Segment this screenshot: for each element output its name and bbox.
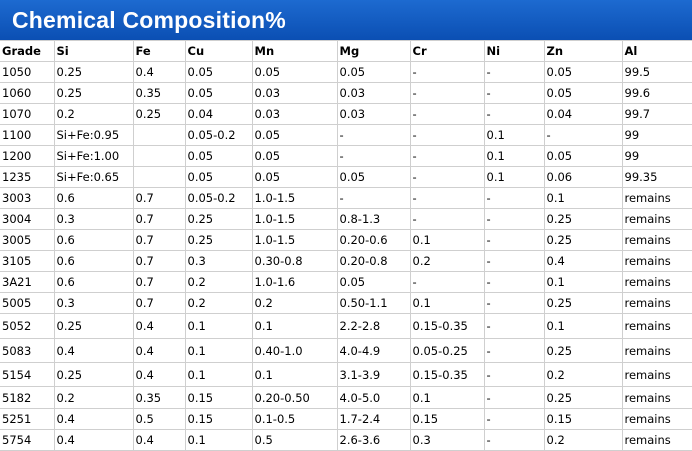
table-row bbox=[0, 339, 692, 363]
cell-mn: 0.1-0.5 bbox=[252, 409, 337, 430]
cell-cu: 0.25 bbox=[185, 230, 252, 251]
table-row bbox=[0, 293, 692, 314]
table-header-row bbox=[0, 41, 692, 62]
cell-zn: 0.2 bbox=[544, 363, 622, 387]
cell-si: 0.6 bbox=[54, 272, 133, 293]
cell-si: 0.6 bbox=[54, 230, 133, 251]
cell-fe: 0.35 bbox=[133, 83, 185, 104]
cell-cu: 0.05 bbox=[185, 62, 252, 83]
cell-cu: 0.1 bbox=[185, 314, 252, 339]
cell-ni: - bbox=[484, 339, 544, 363]
cell-mg: 0.03 bbox=[337, 104, 410, 125]
cell-grade: 3004 bbox=[0, 209, 54, 230]
cell-ni: - bbox=[484, 230, 544, 251]
column-header-al: Al bbox=[622, 41, 692, 62]
cell-al: remains bbox=[622, 339, 692, 363]
cell-cu: 0.05-0.2 bbox=[185, 125, 252, 146]
cell-cu: 0.2 bbox=[185, 272, 252, 293]
cell-zn: 0.05 bbox=[544, 62, 622, 83]
cell-si: 0.2 bbox=[54, 387, 133, 409]
cell-ni: - bbox=[484, 430, 544, 451]
cell-al: remains bbox=[622, 188, 692, 209]
cell-si: Si+Fe:0.95 bbox=[54, 125, 133, 146]
table-row bbox=[0, 272, 692, 293]
cell-mg: 0.05 bbox=[337, 272, 410, 293]
cell-al: remains bbox=[622, 209, 692, 230]
cell-grade: 3005 bbox=[0, 230, 54, 251]
cell-fe: 0.4 bbox=[133, 314, 185, 339]
cell-fe: 0.7 bbox=[133, 251, 185, 272]
cell-fe: 0.4 bbox=[133, 62, 185, 83]
cell-cu: 0.1 bbox=[185, 363, 252, 387]
cell-cu: 0.2 bbox=[185, 293, 252, 314]
cell-grade: 5754 bbox=[0, 430, 54, 451]
cell-zn: 0.25 bbox=[544, 230, 622, 251]
cell-cu: 0.15 bbox=[185, 387, 252, 409]
cell-cr: - bbox=[410, 188, 484, 209]
cell-ni: - bbox=[484, 293, 544, 314]
cell-ni: 0.1 bbox=[484, 125, 544, 146]
cell-al: remains bbox=[622, 409, 692, 430]
cell-cu: 0.1 bbox=[185, 430, 252, 451]
cell-cu: 0.05 bbox=[185, 83, 252, 104]
cell-cr: - bbox=[410, 146, 484, 167]
composition-table bbox=[0, 40, 692, 451]
cell-ni: 0.1 bbox=[484, 167, 544, 188]
cell-mg: 4.0-4.9 bbox=[337, 339, 410, 363]
cell-mg: 0.20-0.8 bbox=[337, 251, 410, 272]
cell-zn: 0.04 bbox=[544, 104, 622, 125]
cell-al: remains bbox=[622, 230, 692, 251]
column-header-cu: Cu bbox=[185, 41, 252, 62]
cell-cr: 0.15-0.35 bbox=[410, 363, 484, 387]
cell-ni: - bbox=[484, 62, 544, 83]
cell-fe bbox=[133, 146, 185, 167]
table-row bbox=[0, 387, 692, 409]
cell-grade: 1100 bbox=[0, 125, 54, 146]
cell-grade: 5083 bbox=[0, 339, 54, 363]
cell-cr: - bbox=[410, 104, 484, 125]
cell-cu: 0.04 bbox=[185, 104, 252, 125]
cell-si: Si+Fe:0.65 bbox=[54, 167, 133, 188]
cell-si: Si+Fe:1.00 bbox=[54, 146, 133, 167]
cell-zn: 0.05 bbox=[544, 146, 622, 167]
cell-cr: - bbox=[410, 125, 484, 146]
cell-grade: 1070 bbox=[0, 104, 54, 125]
cell-si: 0.6 bbox=[54, 188, 133, 209]
cell-mg: 3.1-3.9 bbox=[337, 363, 410, 387]
cell-zn: 0.4 bbox=[544, 251, 622, 272]
cell-cr: - bbox=[410, 209, 484, 230]
table-row bbox=[0, 167, 692, 188]
page-title: Chemical Composition% bbox=[0, 0, 692, 40]
cell-al: 99.7 bbox=[622, 104, 692, 125]
cell-ni: - bbox=[484, 387, 544, 409]
cell-cr: 0.15-0.35 bbox=[410, 314, 484, 339]
cell-cr: 0.2 bbox=[410, 251, 484, 272]
table-body bbox=[0, 62, 692, 451]
cell-cr: 0.1 bbox=[410, 387, 484, 409]
cell-grade: 5052 bbox=[0, 314, 54, 339]
cell-zn: 0.2 bbox=[544, 430, 622, 451]
cell-cu: 0.05 bbox=[185, 167, 252, 188]
cell-fe: 0.4 bbox=[133, 339, 185, 363]
cell-cr: 0.3 bbox=[410, 430, 484, 451]
table-row bbox=[0, 125, 692, 146]
cell-cr: - bbox=[410, 272, 484, 293]
cell-grade: 1235 bbox=[0, 167, 54, 188]
cell-grade: 5251 bbox=[0, 409, 54, 430]
cell-si: 0.25 bbox=[54, 62, 133, 83]
cell-mn: 1.0-1.5 bbox=[252, 230, 337, 251]
cell-mn: 0.05 bbox=[252, 62, 337, 83]
cell-mg: - bbox=[337, 188, 410, 209]
cell-zn: 0.05 bbox=[544, 83, 622, 104]
cell-al: remains bbox=[622, 387, 692, 409]
cell-cu: 0.05-0.2 bbox=[185, 188, 252, 209]
cell-mg: 0.05 bbox=[337, 167, 410, 188]
column-header-fe: Fe bbox=[133, 41, 185, 62]
cell-fe: 0.5 bbox=[133, 409, 185, 430]
cell-al: remains bbox=[622, 293, 692, 314]
cell-grade: 1060 bbox=[0, 83, 54, 104]
cell-grade: 3003 bbox=[0, 188, 54, 209]
cell-ni: - bbox=[484, 104, 544, 125]
cell-cr: - bbox=[410, 83, 484, 104]
cell-al: 99.6 bbox=[622, 83, 692, 104]
table-row bbox=[0, 314, 692, 339]
table-row bbox=[0, 146, 692, 167]
column-header-mn: Mn bbox=[252, 41, 337, 62]
cell-mn: 0.03 bbox=[252, 104, 337, 125]
cell-fe: 0.4 bbox=[133, 430, 185, 451]
table-row bbox=[0, 188, 692, 209]
cell-grade: 1200 bbox=[0, 146, 54, 167]
cell-al: 99 bbox=[622, 146, 692, 167]
cell-zn: 0.25 bbox=[544, 339, 622, 363]
cell-mg: - bbox=[337, 125, 410, 146]
cell-mn: 0.2 bbox=[252, 293, 337, 314]
column-header-zn: Zn bbox=[544, 41, 622, 62]
cell-zn: 0.25 bbox=[544, 387, 622, 409]
cell-zn: 0.25 bbox=[544, 293, 622, 314]
cell-grade: 5154 bbox=[0, 363, 54, 387]
cell-mn: 0.1 bbox=[252, 314, 337, 339]
cell-si: 0.2 bbox=[54, 104, 133, 125]
cell-fe: 0.7 bbox=[133, 293, 185, 314]
cell-mg: 2.6-3.6 bbox=[337, 430, 410, 451]
column-header-si: Si bbox=[54, 41, 133, 62]
cell-mg: 0.03 bbox=[337, 83, 410, 104]
cell-si: 0.25 bbox=[54, 314, 133, 339]
cell-ni: - bbox=[484, 209, 544, 230]
cell-fe: 0.7 bbox=[133, 209, 185, 230]
cell-mg: 4.0-5.0 bbox=[337, 387, 410, 409]
cell-al: 99.5 bbox=[622, 62, 692, 83]
cell-zn: 0.1 bbox=[544, 314, 622, 339]
cell-zn: 0.1 bbox=[544, 272, 622, 293]
cell-mn: 0.30-0.8 bbox=[252, 251, 337, 272]
cell-zn: 0.25 bbox=[544, 209, 622, 230]
cell-cu: 0.05 bbox=[185, 146, 252, 167]
cell-mg: 0.50-1.1 bbox=[337, 293, 410, 314]
cell-cr: - bbox=[410, 62, 484, 83]
cell-si: 0.3 bbox=[54, 293, 133, 314]
cell-mg: 1.7-2.4 bbox=[337, 409, 410, 430]
cell-si: 0.4 bbox=[54, 430, 133, 451]
cell-grade: 5005 bbox=[0, 293, 54, 314]
table-row bbox=[0, 409, 692, 430]
cell-cr: - bbox=[410, 167, 484, 188]
cell-mn: 1.0-1.5 bbox=[252, 209, 337, 230]
cell-zn: 0.15 bbox=[544, 409, 622, 430]
cell-al: 99.35 bbox=[622, 167, 692, 188]
cell-cr: 0.1 bbox=[410, 293, 484, 314]
cell-si: 0.25 bbox=[54, 363, 133, 387]
table-row bbox=[0, 62, 692, 83]
table-row bbox=[0, 251, 692, 272]
cell-cu: 0.3 bbox=[185, 251, 252, 272]
table-row bbox=[0, 104, 692, 125]
column-header-grade: Grade bbox=[0, 41, 54, 62]
cell-mn: 0.40-1.0 bbox=[252, 339, 337, 363]
cell-ni: - bbox=[484, 363, 544, 387]
cell-fe: 0.25 bbox=[133, 104, 185, 125]
cell-al: remains bbox=[622, 314, 692, 339]
column-header-mg: Mg bbox=[337, 41, 410, 62]
cell-ni: - bbox=[484, 83, 544, 104]
cell-si: 0.25 bbox=[54, 83, 133, 104]
cell-mn: 0.05 bbox=[252, 167, 337, 188]
cell-al: remains bbox=[622, 251, 692, 272]
cell-mg: 0.20-0.6 bbox=[337, 230, 410, 251]
cell-al: remains bbox=[622, 430, 692, 451]
cell-si: 0.3 bbox=[54, 209, 133, 230]
cell-zn: 0.1 bbox=[544, 188, 622, 209]
cell-ni: 0.1 bbox=[484, 146, 544, 167]
cell-zn: 0.06 bbox=[544, 167, 622, 188]
cell-ni: - bbox=[484, 314, 544, 339]
cell-mn: 0.1 bbox=[252, 363, 337, 387]
cell-mn: 1.0-1.5 bbox=[252, 188, 337, 209]
cell-al: 99 bbox=[622, 125, 692, 146]
table-row bbox=[0, 83, 692, 104]
cell-mg: 0.8-1.3 bbox=[337, 209, 410, 230]
table-row bbox=[0, 230, 692, 251]
cell-fe: 0.7 bbox=[133, 230, 185, 251]
cell-zn: - bbox=[544, 125, 622, 146]
cell-mn: 0.05 bbox=[252, 146, 337, 167]
cell-cr: 0.15 bbox=[410, 409, 484, 430]
cell-grade: 1050 bbox=[0, 62, 54, 83]
cell-mg: 2.2-2.8 bbox=[337, 314, 410, 339]
cell-fe bbox=[133, 167, 185, 188]
cell-mg: 0.05 bbox=[337, 62, 410, 83]
column-header-ni: Ni bbox=[484, 41, 544, 62]
column-header-cr: Cr bbox=[410, 41, 484, 62]
cell-mn: 0.20-0.50 bbox=[252, 387, 337, 409]
cell-fe: 0.35 bbox=[133, 387, 185, 409]
cell-mg: - bbox=[337, 146, 410, 167]
table-row bbox=[0, 363, 692, 387]
cell-ni: - bbox=[484, 188, 544, 209]
cell-mn: 1.0-1.6 bbox=[252, 272, 337, 293]
cell-al: remains bbox=[622, 363, 692, 387]
cell-cr: 0.05-0.25 bbox=[410, 339, 484, 363]
cell-fe: 0.4 bbox=[133, 363, 185, 387]
cell-si: 0.4 bbox=[54, 409, 133, 430]
cell-ni: - bbox=[484, 409, 544, 430]
cell-grade: 5182 bbox=[0, 387, 54, 409]
cell-ni: - bbox=[484, 251, 544, 272]
cell-fe: 0.7 bbox=[133, 188, 185, 209]
table-row bbox=[0, 430, 692, 451]
cell-cu: 0.25 bbox=[185, 209, 252, 230]
cell-al: remains bbox=[622, 272, 692, 293]
cell-mn: 0.05 bbox=[252, 125, 337, 146]
cell-mn: 0.5 bbox=[252, 430, 337, 451]
cell-grade: 3A21 bbox=[0, 272, 54, 293]
cell-fe: 0.7 bbox=[133, 272, 185, 293]
cell-cu: 0.1 bbox=[185, 339, 252, 363]
table-row bbox=[0, 209, 692, 230]
cell-si: 0.4 bbox=[54, 339, 133, 363]
cell-cr: 0.1 bbox=[410, 230, 484, 251]
cell-si: 0.6 bbox=[54, 251, 133, 272]
cell-cu: 0.15 bbox=[185, 409, 252, 430]
cell-mn: 0.03 bbox=[252, 83, 337, 104]
cell-fe bbox=[133, 125, 185, 146]
cell-grade: 3105 bbox=[0, 251, 54, 272]
cell-ni: - bbox=[484, 272, 544, 293]
